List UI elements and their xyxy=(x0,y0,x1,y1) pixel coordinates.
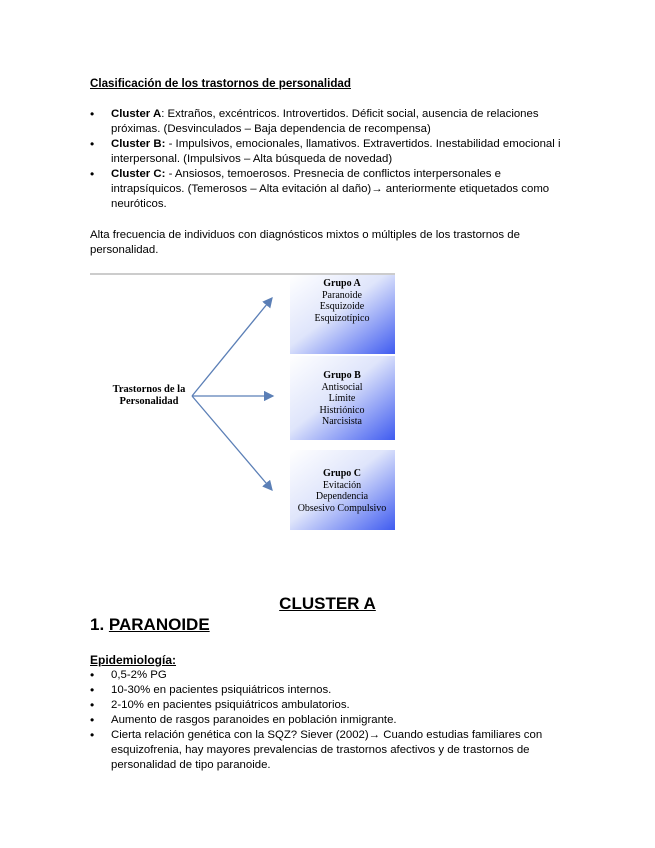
epidemiology-list xyxy=(90,668,570,773)
cluster-text: - Impulsivos, emocionales, llamativos. Extravertidos. Inestabilidad emocional i interpersonal. (Impulsivos – Alta búsqueda de novedad) xyxy=(111,138,561,165)
group-a xyxy=(287,278,397,324)
group-title: Grupo C xyxy=(322,468,362,479)
list-item xyxy=(90,107,570,137)
list-item xyxy=(90,137,570,167)
group-item: Histriónico xyxy=(319,404,365,416)
group-item: Obsesivo Compulsivo xyxy=(297,502,387,514)
cluster-text: : Extraños, excéntricos. Introvertidos. Déficit social, ausencia de relaciones próximas. (Desvinculados – Baja dependencia de recompensa) xyxy=(111,108,539,135)
group-b xyxy=(287,370,397,428)
mixed-diagnosis-paragraph: Alta frecuencia de individuos con diagnósticos mixtos o múltiples de los trastornos de personalidad. xyxy=(90,229,520,256)
group-item: Narcisista xyxy=(322,416,362,427)
arrow-to-group-c xyxy=(192,396,272,490)
classification-title: Clasificación de los trastornos de personalidad xyxy=(90,77,351,90)
group-item: Dependencia xyxy=(315,491,369,502)
group-c xyxy=(287,468,397,514)
list-item: • 10-30% en pacientes psiquiátricos internos. xyxy=(90,683,570,698)
cluster-text: - Ansiosos, temoerosos. Presnecia de conflictos interpersonales e intrapsíquicos. (Temerosos – Alta evitación al daño)→ anteriormente etiquetados como neuróticos. xyxy=(111,168,550,210)
cluster-label: Cluster B: xyxy=(111,138,166,150)
group-title: Grupo A xyxy=(323,278,361,289)
heading-text: PARANOIDE xyxy=(108,615,210,634)
group-item: Límite xyxy=(328,393,356,404)
group-item: Evitación xyxy=(322,479,362,491)
group-item: Esquizoide xyxy=(319,301,365,312)
paranoide-heading xyxy=(90,615,210,635)
list-item: • 2-10% en pacientes psiquiátricos ambulatorios. xyxy=(90,698,570,713)
group-item: Antisocial xyxy=(321,381,363,393)
personality-disorders-diagram xyxy=(90,272,395,530)
group-title: Grupo B xyxy=(323,370,361,381)
cluster-a-heading: CLUSTER A xyxy=(279,594,376,613)
cluster-list xyxy=(90,107,570,212)
group-item: Esquizotípico xyxy=(314,312,370,324)
cluster-label: Cluster A xyxy=(111,108,162,120)
arrow-to-group-a xyxy=(192,298,272,396)
list-item: • Aumento de rasgos paranoides en población inmigrante. xyxy=(90,713,570,728)
list-item xyxy=(90,167,570,212)
epidemiology-title: Epidemiología: xyxy=(90,653,177,667)
list-item: • Cierta relación genética con la SQZ? Siever (2002)→ Cuando estudias familiares con esquizofrenia, hay mayores prevalencias de trastornos afectivos y de trastornos de personalidad de tipo paranoide. xyxy=(90,728,570,773)
list-item: • 0,5-2% PG xyxy=(90,668,570,683)
cluster-label: Cluster C: xyxy=(111,168,166,180)
diagram-root-label: Trastornos de la Personalidad xyxy=(112,384,186,407)
group-item: Paranoide xyxy=(322,289,362,301)
heading-number: 1. xyxy=(90,615,109,634)
